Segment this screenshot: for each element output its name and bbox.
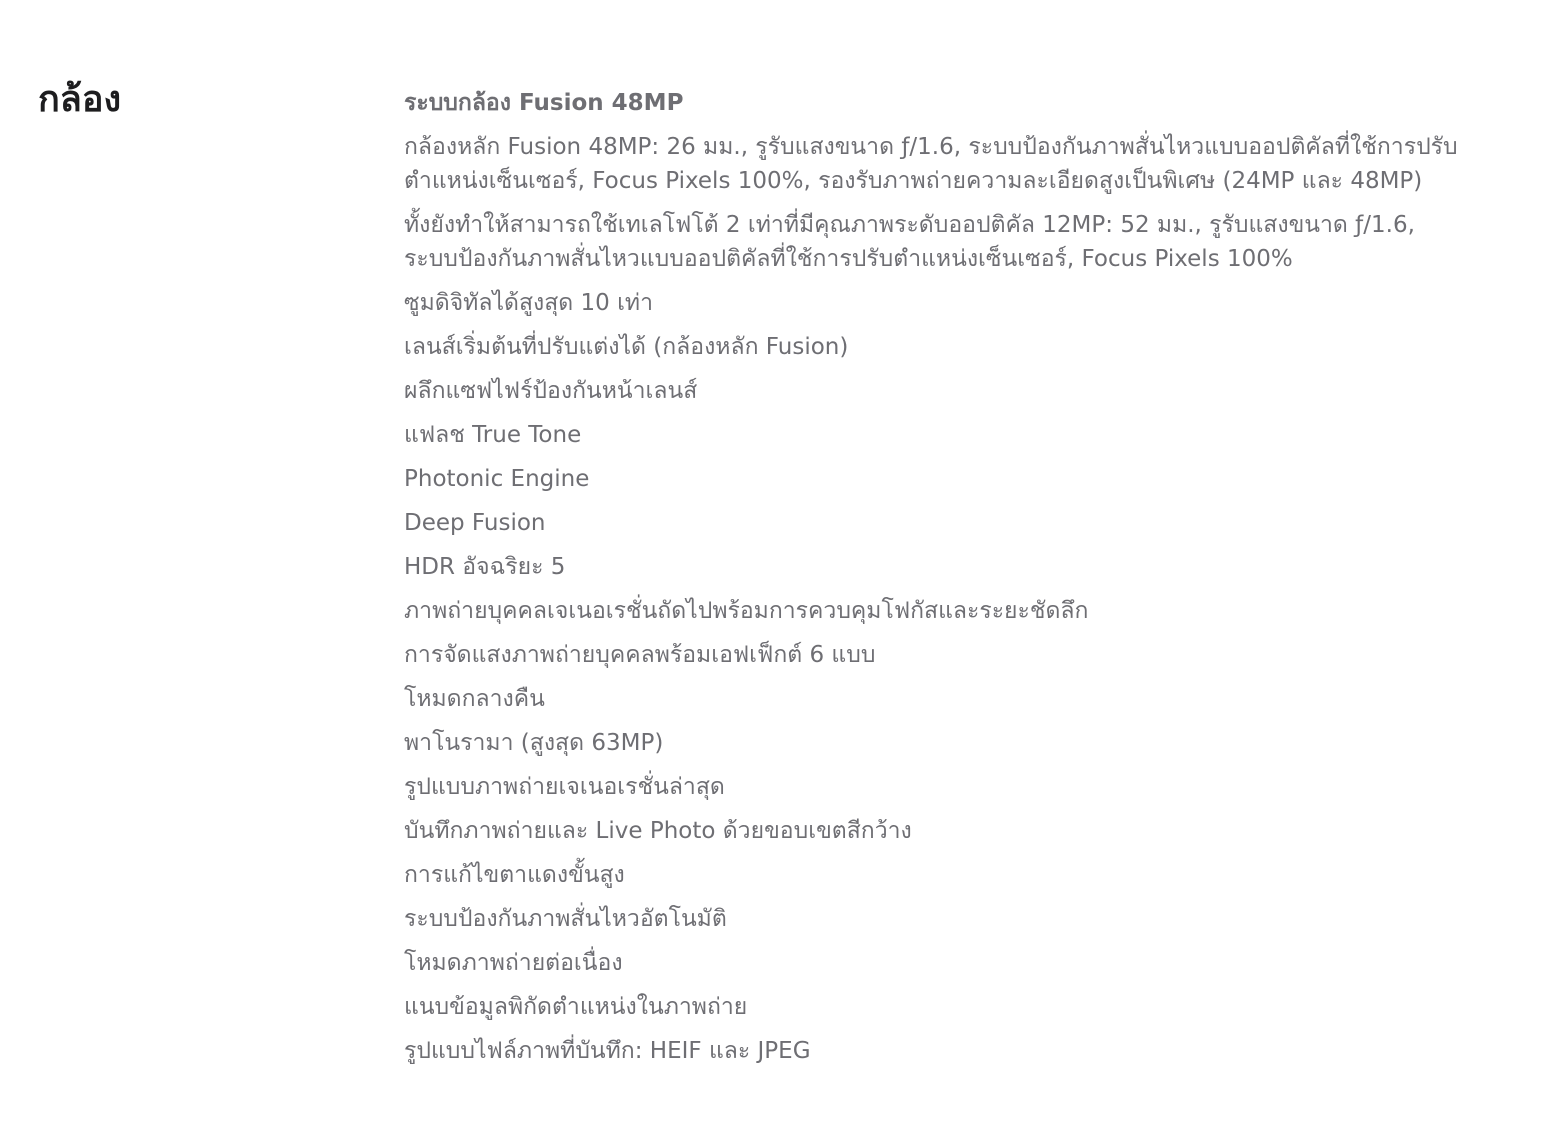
spec-true-tone-flash: แฟลช True Tone <box>404 422 582 448</box>
spec-digital-zoom: ซูมดิจิทัลได้สูงสุด 10 เท่า <box>404 290 654 316</box>
spec-sapphire-cover: ผลึกแซฟไฟร์ป้องกันหน้าเลนส์ <box>404 378 698 404</box>
spec-night-mode: โหมดกลางคืน <box>404 686 545 712</box>
spec-telephoto-line1: ทั้งยังทำให้สามารถใช้เทเลโฟโต้ 2 เท่าที่มีคุณภาพระดับออปติคัล 12MP: 52 มม., รูรับแสงขนาด ƒ/1.6, <box>404 212 1415 238</box>
spec-portrait-lighting: การจัดแสงภาพถ่ายบุคคลพร้อมเอฟเฟ็กต์ 6 แบบ <box>404 642 876 668</box>
spec-photographic-styles: รูปแบบภาพถ่ายเจเนอเรชั่นล่าสุด <box>404 774 725 800</box>
spec-auto-stabilization: ระบบป้องกันภาพสั่นไหวอัตโนมัติ <box>404 906 727 932</box>
section-title: กล้อง <box>38 79 122 120</box>
spec-deep-fusion: Deep Fusion <box>404 510 546 536</box>
spec-panorama: พาโนรามา (สูงสุด 63MP) <box>404 730 664 756</box>
spec-burst-mode: โหมดภาพถ่ายต่อเนื่อง <box>404 950 623 976</box>
spec-red-eye: การแก้ไขตาแดงขั้นสูง <box>404 862 625 888</box>
spec-image-formats: รูปแบบไฟล์ภาพที่บันทึก: HEIF และ JPEG <box>404 1038 811 1064</box>
camera-system-heading: ระบบกล้อง Fusion 48MP <box>404 90 684 116</box>
spec-main-camera-line2: ตำแหน่งเซ็นเซอร์, Focus Pixels 100%, รองรับภาพถ่ายความละเอียดสูงเป็นพิเศษ (24MP และ 48MP) <box>404 168 1423 194</box>
spec-wide-color: บันทึกภาพถ่ายและ Live Photo ด้วยขอบเขตสีกว้าง <box>404 818 912 844</box>
spec-photonic-engine: Photonic Engine <box>404 466 590 492</box>
spec-smart-hdr: HDR อัจฉริยะ 5 <box>404 554 566 580</box>
camera-spec-list <box>404 130 1514 1068</box>
spec-photo-geotagging: แนบข้อมูลพิกัดตำแหน่งในภาพถ่าย <box>404 994 748 1020</box>
spec-main-camera-line1: กล้องหลัก Fusion 48MP: 26 มม., รูรับแสงขนาด ƒ/1.6, ระบบป้องกันภาพสั่นไหวแบบออปติคัลที่ใช้การปรับ <box>404 134 1458 160</box>
spec-default-lens: เลนส์เริ่มต้นที่ปรับแต่งได้ (กล้องหลัก Fusion) <box>404 334 849 360</box>
camera-specs <box>404 86 1514 1068</box>
spec-main-camera <box>404 130 1514 198</box>
spec-telephoto-line2: ระบบป้องกันภาพสั่นไหวแบบออปติคัลที่ใช้การปรับตำแหน่งเซ็นเซอร์, Focus Pixels 100% <box>404 246 1293 272</box>
spec-portraits: ภาพถ่ายบุคคลเจเนอเรชั่นถัดไปพร้อมการควบคุมโฟกัสและระยะชัดลึก <box>404 598 1089 624</box>
spec-telephoto <box>404 208 1514 276</box>
